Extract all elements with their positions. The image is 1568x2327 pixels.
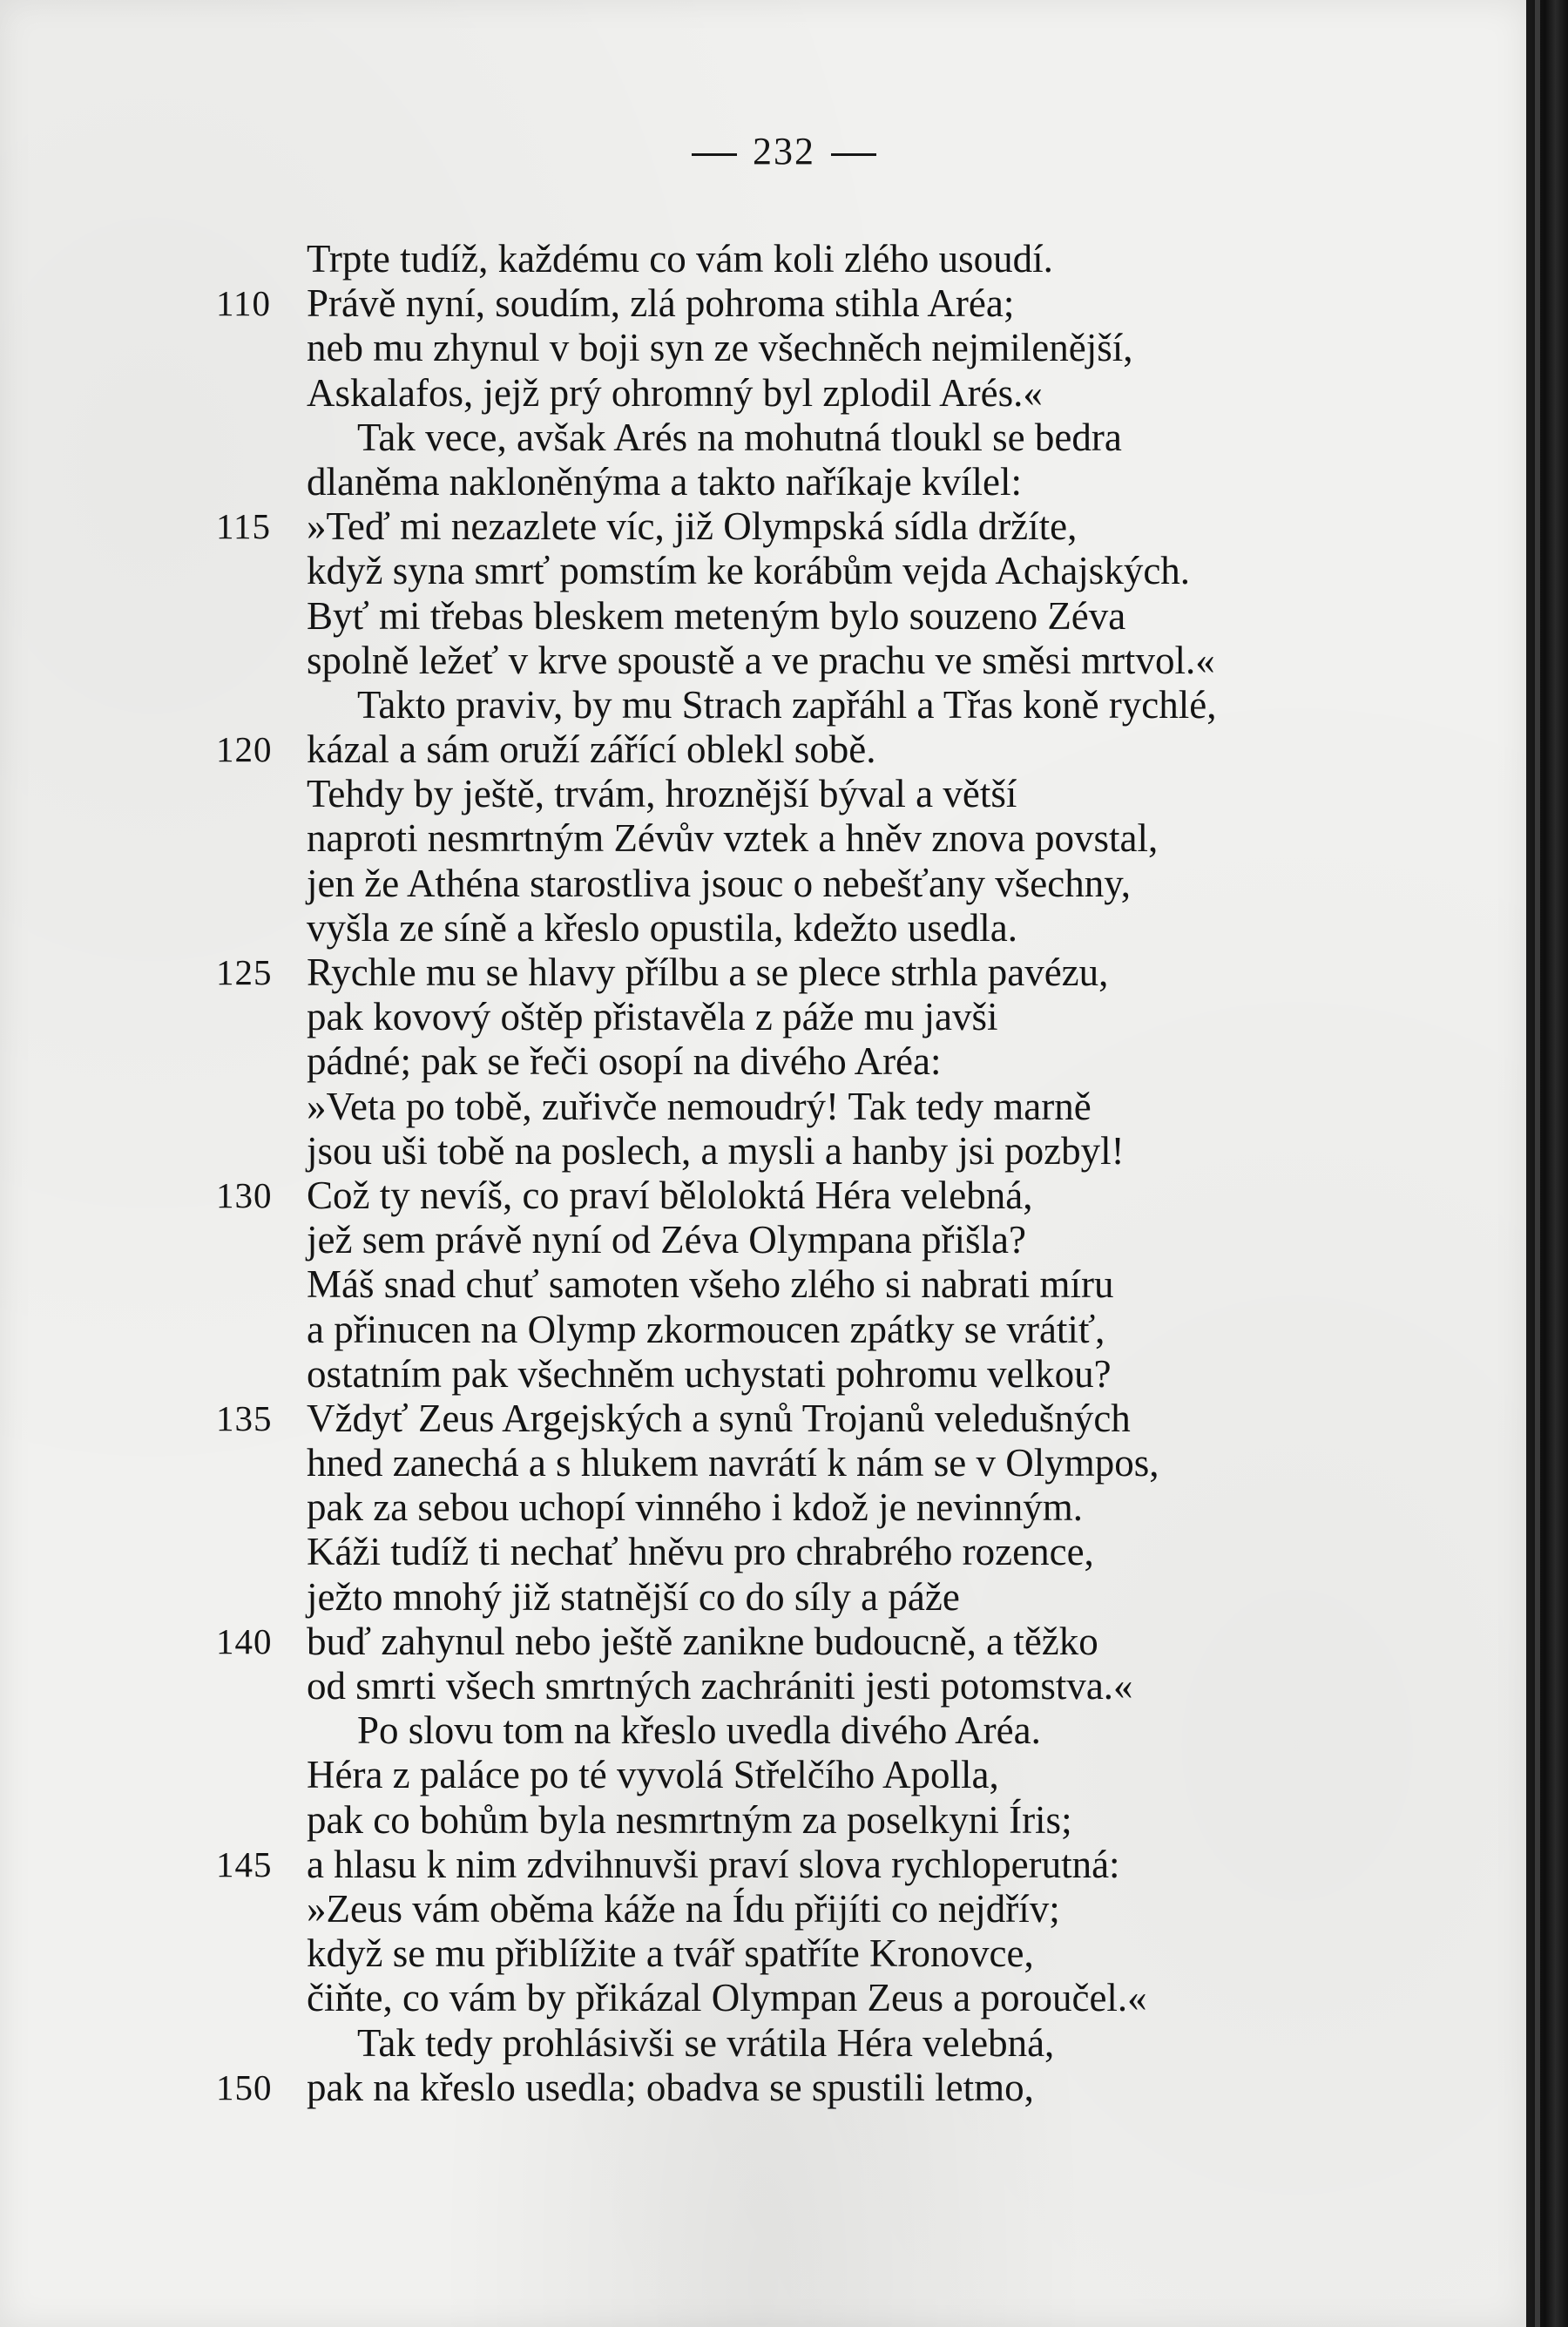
line-number: 110 — [216, 283, 271, 324]
line-text: Káži tudíž ti nechať hněvu pro chrabrého rozence, — [307, 1530, 1094, 1574]
verse-line — [0, 1218, 1526, 1262]
line-text: a hlasu k nim zdvihnuvši praví slova rychloperutná: — [307, 1842, 1120, 1886]
line-text: od smrti všech smrtných zachrániti jesti potomstva.« — [307, 1664, 1133, 1708]
line-text: a přinucen na Olymp zkormoucen zpátky se vrátiť, — [307, 1307, 1105, 1351]
line-number: 135 — [216, 1397, 273, 1438]
line-text: Právě nyní, soudím, zlá pohroma stihla Aréa; — [307, 281, 1015, 326]
verse-line — [0, 1530, 1526, 1574]
verse-line — [0, 1039, 1526, 1084]
verse-line — [0, 1664, 1526, 1708]
line-text: Askalafos, jejž prý ohromný byl zplodil Arés.« — [307, 370, 1043, 415]
line-text: kázal a sám oruží zářící oblekl sobě. — [307, 727, 876, 772]
line-text: Trpte tudíž, každému co vám koli zlého usoudí. — [307, 237, 1053, 281]
verse-line — [0, 1174, 1526, 1218]
verse-line — [0, 1308, 1526, 1352]
line-number: 145 — [216, 1843, 273, 1884]
line-text: Což ty nevíš, co praví běloloktá Héra velebná, — [307, 1173, 1033, 1217]
line-text: hned zanechá a s hlukem navrátí k nám se v Olympos, — [307, 1441, 1159, 1485]
verse-line — [0, 1441, 1526, 1485]
line-text: Tak vece, avšak Arés na mohutná tloukl se bedra — [357, 415, 1122, 459]
line-text: čiňte, co vám by přikázal Olympan Zeus a poroučel.« — [307, 1976, 1147, 2020]
line-text: ostatním pak všechněm uchystati pohromu velkou? — [307, 1351, 1112, 1396]
verse-line — [0, 2066, 1526, 2110]
verse-line — [0, 1085, 1526, 1129]
line-text: pádné; pak se řeči osopí na divého Aréa: — [307, 1039, 942, 1084]
verse-line — [0, 1976, 1526, 2020]
line-text: pak za sebou uchopí vinného i kdož je nevinným. — [307, 1485, 1084, 1530]
line-text: »Veta po tobě, zuřivče nemoudrý! Tak tedy marně — [307, 1084, 1092, 1128]
verse-line — [0, 1887, 1526, 1931]
line-text: Máš snad chuť samoten všeho zlého si nabrati míru — [307, 1262, 1114, 1307]
line-text: pak na křeslo usedla; obadva se spustili letmo, — [307, 2065, 1034, 2109]
verse-text — [0, 237, 1526, 2110]
line-number: 130 — [216, 1174, 273, 1215]
line-text: spolně ležeť v krve spoustě a ve prachu ve směsi mrtvol.« — [307, 638, 1215, 682]
line-text: Po slovu tom na křeslo uvedla divého Aréa. — [357, 1708, 1041, 1753]
line-text: Tehdy by ještě, trvám, hroznější býval a větší — [307, 772, 1017, 816]
line-text: pak kovový oštěp přistavěla z páže mu javši — [307, 995, 998, 1039]
verse-line — [0, 1798, 1526, 1843]
line-text: jen že Athéna starostliva jsouc o nebešťany všechny, — [307, 861, 1132, 905]
line-number: 150 — [216, 2067, 273, 2107]
verse-line — [0, 950, 1526, 995]
line-text: když se mu přiblížite a tvář spatříte Kronovce, — [307, 1931, 1034, 1976]
verse-line — [0, 1843, 1526, 1887]
verse-line — [0, 371, 1526, 416]
line-text: »Teď mi nezazlete víc, již Olympská sídla držíte, — [307, 504, 1078, 549]
line-text: buď zahynul nebo ještě zanikne budoucně, a těžko — [307, 1619, 1098, 1663]
verse-line — [0, 1397, 1526, 1441]
header-dash-right — [831, 153, 876, 156]
verse-line — [0, 594, 1526, 639]
verse-line — [0, 816, 1526, 861]
page-number: 232 — [753, 130, 815, 172]
verse-line — [0, 639, 1526, 683]
verse-line — [0, 906, 1526, 950]
verse-line — [0, 326, 1526, 370]
binding-edge — [1526, 0, 1568, 2327]
verse-line — [0, 237, 1526, 281]
line-text: Tak tedy prohlásivši se vrátila Héra velebná, — [357, 2020, 1055, 2065]
line-number: 125 — [216, 952, 273, 992]
verse-line — [0, 2021, 1526, 2066]
line-text: jsou uši tobě na poslech, a mysli a hanby jsi pozbyl! — [307, 1128, 1125, 1173]
line-text: Rychle mu se hlavy přílbu a se plece strhla pavézu, — [307, 950, 1109, 994]
line-text: dlaněma nakloněnýma a takto naříkaje kvílel: — [307, 459, 1022, 504]
line-text: vyšla ze síně a křeslo opustila, kdežto usedla. — [307, 905, 1018, 950]
line-number: 115 — [216, 506, 271, 547]
line-text: »Zeus vám oběma káže na Ídu přijíti co nejdřív; — [307, 1886, 1060, 1931]
verse-line — [0, 1708, 1526, 1753]
page-header — [0, 129, 1568, 173]
verse-line — [0, 727, 1526, 772]
verse-line — [0, 1753, 1526, 1797]
verse-line — [0, 504, 1526, 549]
line-text: Takto praviv, by mu Strach zapřáhl a Třas koně rychlé, — [357, 682, 1217, 727]
verse-line — [0, 1575, 1526, 1620]
verse-line — [0, 1620, 1526, 1664]
verse-line — [0, 549, 1526, 593]
header-dash-left — [692, 153, 737, 156]
line-text: jež sem právě nyní od Zéva Olympana přišla? — [307, 1218, 1026, 1262]
line-text: naproti nesmrtným Zévův vztek a hněv znova povstal, — [307, 816, 1159, 861]
verse-line — [0, 416, 1526, 460]
line-text: ježto mnohý již statnější co do síly a páže — [307, 1574, 960, 1619]
verse-line — [0, 1485, 1526, 1530]
verse-line — [0, 1352, 1526, 1397]
line-number: 120 — [216, 729, 273, 770]
verse-line — [0, 1931, 1526, 1976]
line-text: pak co bohům byla nesmrtným za poselkyni Íris; — [307, 1797, 1072, 1842]
verse-line — [0, 772, 1526, 816]
verse-line — [0, 862, 1526, 906]
verse-line — [0, 1262, 1526, 1307]
verse-line — [0, 683, 1526, 727]
verse-line — [0, 281, 1526, 326]
verse-line — [0, 1129, 1526, 1174]
verse-line — [0, 995, 1526, 1039]
line-number: 140 — [216, 1620, 273, 1661]
verse-line — [0, 460, 1526, 504]
line-text: Vždyť Zeus Argejských a synů Trojanů veledušných — [307, 1396, 1131, 1440]
line-text: Héra z paláce po té vyvolá Střelčího Apolla, — [307, 1753, 999, 1797]
line-text: Byť mi třebas bleskem meteným bylo souzeno Zéva — [307, 593, 1126, 638]
line-text: neb mu zhynul v boji syn ze všechněch nejmilenější, — [307, 326, 1133, 370]
line-text: když syna smrť pomstím ke korábům vejda Achajských. — [307, 549, 1191, 593]
